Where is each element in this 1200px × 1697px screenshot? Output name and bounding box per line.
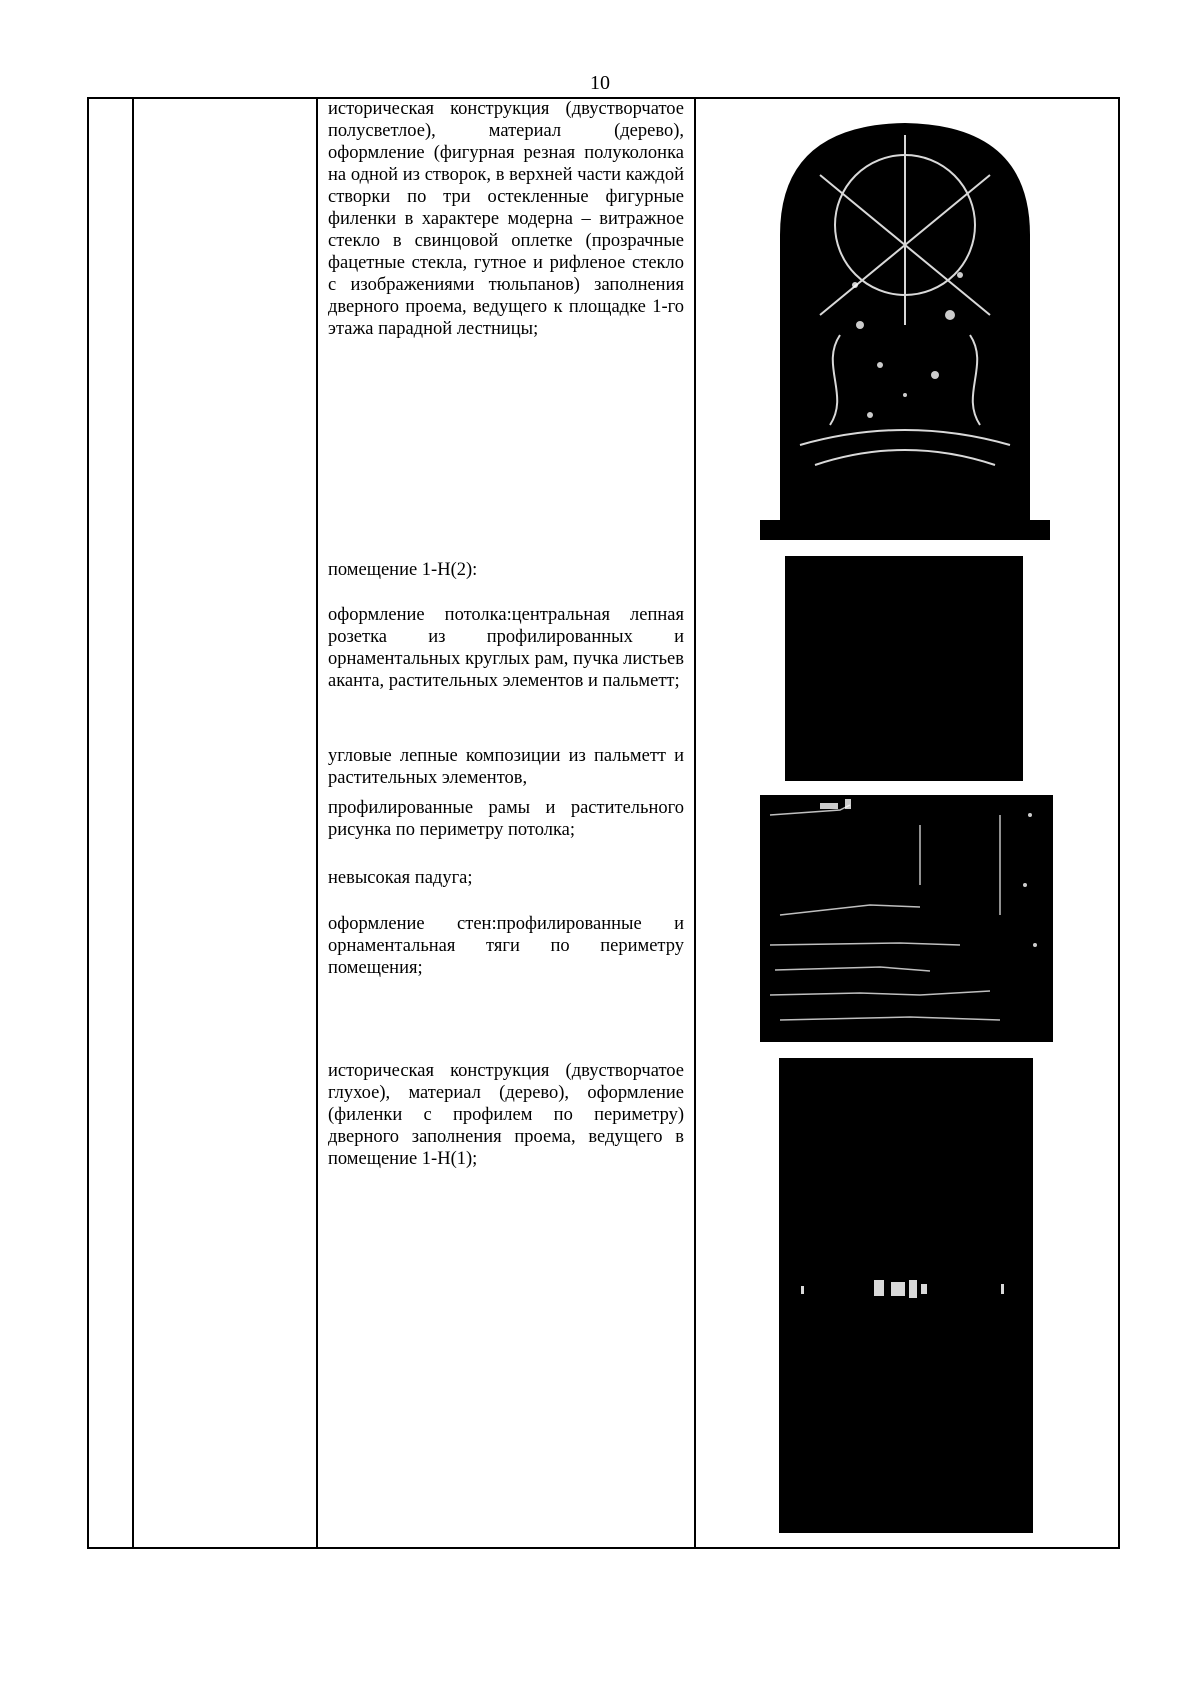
perimeter-frames-text: профилированные рамы и растительного рисунка по периметру потолка; xyxy=(328,798,684,840)
room-heading: помещение 1-Н(2): xyxy=(328,560,478,580)
low-padug-text: невысокая падуга; xyxy=(328,868,473,888)
wall-decor-text: оформление стен:профилированные и орнаментальная тяги по периметру помещения; xyxy=(328,914,684,978)
door-entry-2-text: историческая конструкция (двустворчатое глухое), материал (дерево), оформление (филенки с профилем по периметру) дверного заполнения проема, ведущего в помещение 1-Н(1); xyxy=(328,1061,684,1169)
ceiling-rosette-photo xyxy=(785,556,1023,781)
corner-compositions-text: угловые лепные композиции из пальметт и растительных элементов, xyxy=(328,746,684,788)
door-entry-1-text: историческая конструкция (двустворчатое полусветлое), материал (дерево), оформление (фигурная резная полуколонка на одной из створок, в верхней части каждой створки по три остекленные фигурные филенки в характере модерна – витражное стекло в свинцовой оплетке (прозрачные фацетные стекла, гутное и рифленое стекло с изображениями тюльпанов) заполнения дверного проема, ведущего к площадке 1-го этажа парадной лестницы; xyxy=(328,99,684,339)
column-divider-1 xyxy=(132,97,134,1549)
door-stained-glass-photo xyxy=(760,115,1050,540)
blind-door-photo xyxy=(779,1058,1033,1533)
column-divider-3 xyxy=(694,97,696,1549)
ceiling-decor-text: оформление потолка:центральная лепная розетка из профилированных и орнаментальных круглых рам, пучка листьев аканта, растительных элементов и пальметт; xyxy=(328,605,684,691)
page-number: 10 xyxy=(590,72,610,94)
ceiling-moulding-photo xyxy=(760,795,1053,1042)
column-divider-2 xyxy=(316,97,318,1549)
